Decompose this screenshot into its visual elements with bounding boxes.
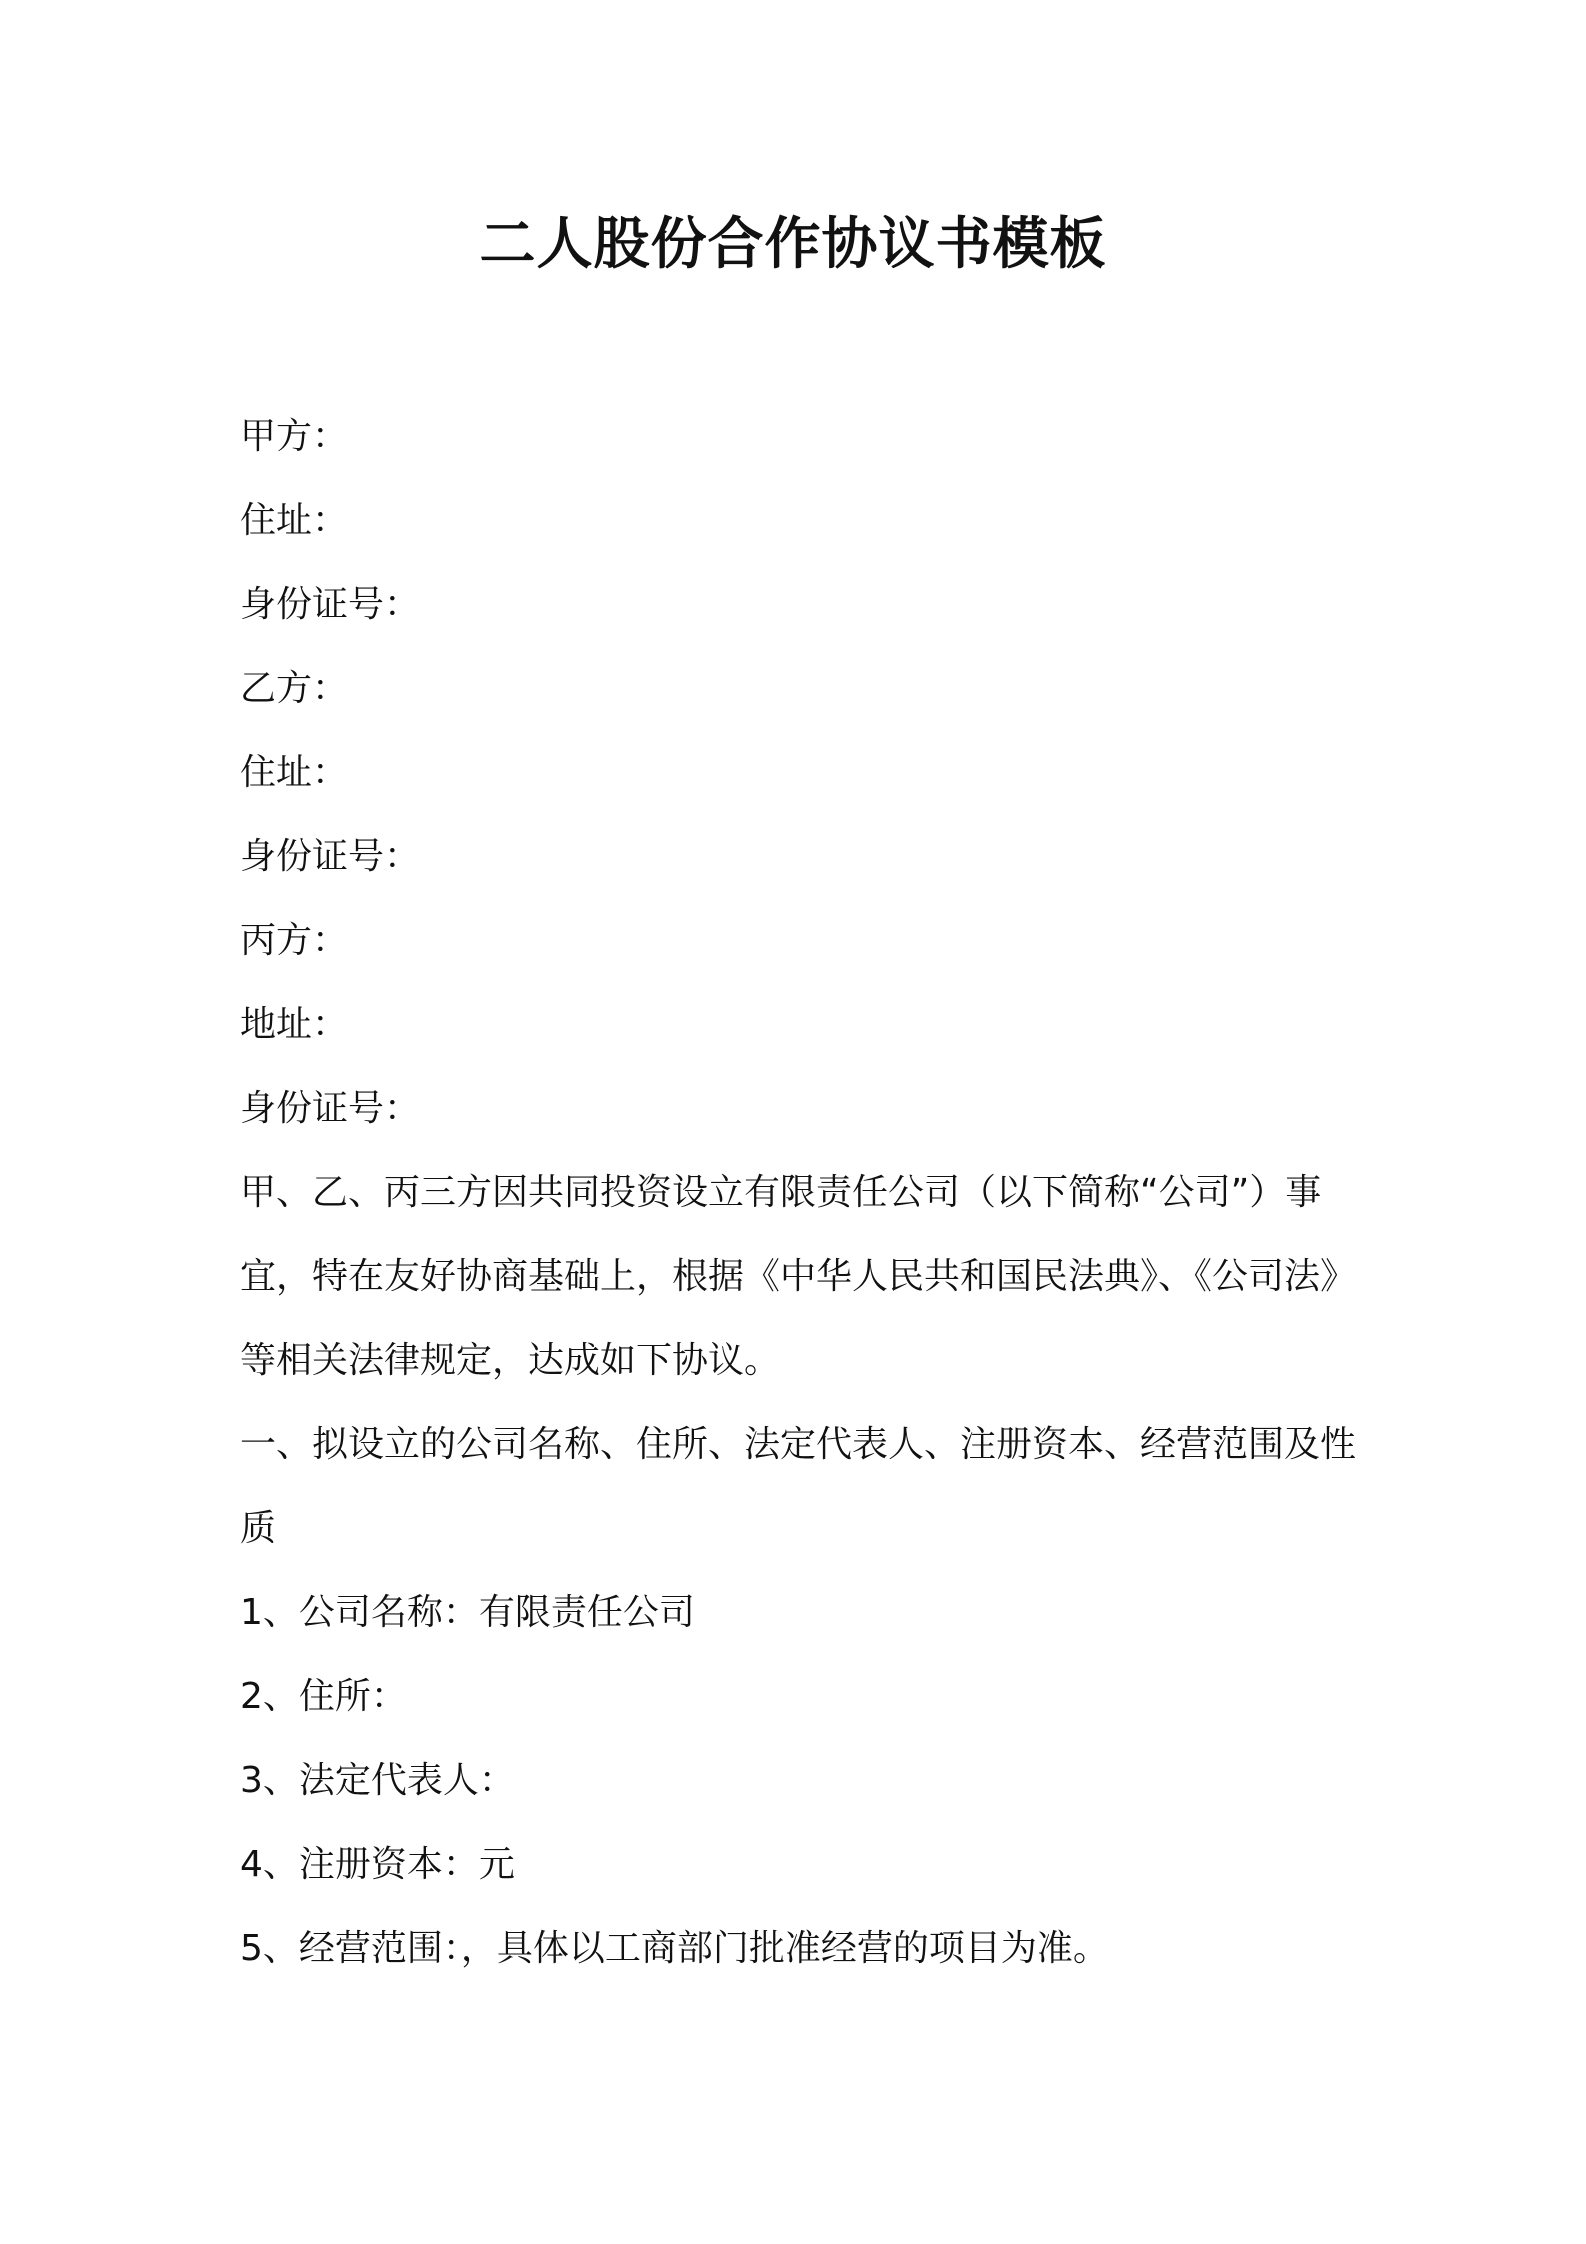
party-b-address-label: 住址： [240, 752, 349, 793]
party-b-name-label: 乙方： [240, 668, 349, 709]
section-1-item-domicile: 2、住所： [240, 1676, 407, 1717]
document-body [240, 395, 1360, 1991]
party-c-address-label: 地址： [240, 1004, 349, 1045]
section-1-heading: 一、拟设立的公司名称、住所、法定代表人、注册资本、经营范围及性质 [240, 1424, 1357, 1549]
section-1-item-company-name: 1、公司名称：有限责任公司 [240, 1592, 695, 1633]
party-a-address-label: 住址： [240, 500, 349, 541]
party-c-id-label: 身份证号： [240, 1088, 421, 1129]
party-a-name-label: 甲方： [240, 416, 349, 457]
section-1-item-legal-representative: 3、法定代表人： [240, 1760, 515, 1801]
section-1-item-business-scope: 5、经营范围：，具体以工商部门批准经营的项目为准。 [240, 1928, 1109, 1969]
party-b-id-label: 身份证号： [240, 836, 421, 877]
section-1-item-registered-capital: 4、注册资本：元 [240, 1844, 515, 1885]
document-title: 二人股份合作协议书模板 [479, 212, 1107, 277]
preamble-paragraph: 甲、乙、丙三方因共同投资设立有限责任公司（以下简称“公司”）事宜，特在友好协商基础上，根据《中华人民共和国民法典》、《公司法》等相关法律规定，达成如下协议。 [240, 1172, 1357, 1381]
party-a-id-label: 身份证号： [240, 584, 421, 625]
party-c-name-label: 丙方： [240, 920, 349, 961]
